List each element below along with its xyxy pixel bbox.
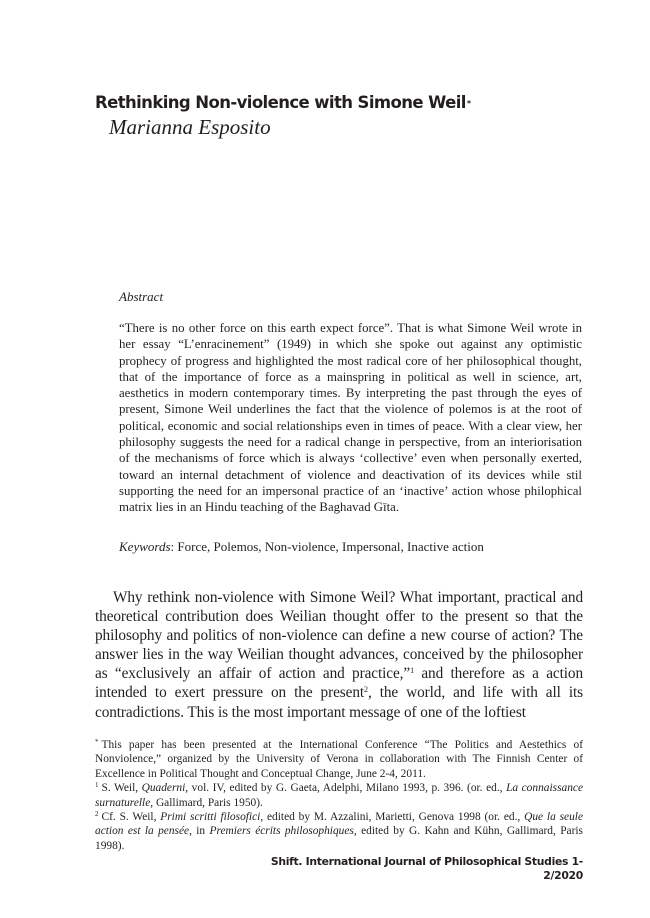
footnote-2-text: Cf. S. Weil, bbox=[101, 811, 161, 824]
footnote-2-title: Primi scritti filosofici bbox=[160, 811, 261, 824]
title-footnote-marker[interactable]: * bbox=[466, 99, 471, 108]
footnote-2-marker: 2 bbox=[95, 810, 99, 819]
footnote-star-marker: * bbox=[95, 738, 99, 746]
author-name: Marianna Esposito bbox=[109, 115, 271, 139]
keywords-label: Keywords bbox=[119, 539, 171, 554]
footnote-star-text: This paper has been presented at the International Conference “The Politics and Aestethics of Nonviolence,” organized by the University of Verona in collaboration with The Finnish Center of Excellence in Political Thought and Conceptual Change, June 2-4, 2011. bbox=[95, 739, 583, 780]
footnote-2-book-title: Premiers écrits philosophiques bbox=[209, 825, 354, 838]
paper-title bbox=[95, 93, 565, 116]
footnote-1 bbox=[95, 781, 583, 810]
footnote-2-text: , edited by M. Azzalini, Marietti, Genova 1998 (or. ed., bbox=[260, 811, 525, 824]
body-paragraph bbox=[95, 588, 583, 722]
footnote-2-text: , edited by G. Kahn and Kühn, Gallimard, Paris 1998). bbox=[95, 825, 583, 852]
footnote-1-text: , Gallimard, Paris 1950). bbox=[150, 796, 263, 809]
title-text: Rethinking Non-violence with Simone Weil bbox=[95, 93, 466, 112]
footnote-1-original-title: La connaissance surnaturelle bbox=[95, 782, 584, 809]
footnote-1-text: S. Weil, bbox=[101, 782, 142, 795]
body-text-part-3: , the world, and life with all its contradictions. This is the most important message of one of the loftiest bbox=[95, 684, 583, 721]
footnote-ref-2[interactable]: 2 bbox=[364, 685, 368, 695]
body-text-part-2: and therefore as a action intended to exert pressure on the present bbox=[95, 665, 583, 702]
footnote-1-marker: 1 bbox=[95, 781, 99, 790]
body-text-part-1: Why rethink non-violence with Simone Weil? What important, practical and theoretical contribution does Weilian thought offer to the present so that the philosophy and politics of non-violence can define a new course of action? The answer lies in the way Weilian thought advances, conceived by the philosopher as “exclusively an affair of action and practice,” bbox=[95, 589, 583, 683]
footnote-ref-1[interactable]: 1 bbox=[410, 666, 414, 676]
footnote-2 bbox=[95, 810, 583, 853]
footnote-1-text: , vol. IV, edited by G. Gaeta, Adelphi, Milano 1993, p. 396. (or. ed., bbox=[185, 782, 507, 795]
journal-footer: Shift. International Journal of Philosophical Studies 1-2/2020 bbox=[270, 855, 583, 882]
abstract-heading: Abstract bbox=[119, 289, 164, 304]
footnote-star bbox=[95, 738, 583, 781]
keywords-list: : Force, Polemos, Non-violence, Impersonal, Inactive action bbox=[170, 539, 484, 554]
footnotes-section bbox=[95, 738, 583, 853]
footnote-2-original-title: Que la seule action est la pensée bbox=[95, 811, 583, 838]
abstract-text: “There is no other force on this earth expect force”. That is what Simone Weil wrote in her essay “L’enracinement” (1949) in which she spoke out against any optimistic prophecy of progress and highlighted the most radical core of her philosophical thought, that of the importance of force as a mainspring in political as well in science, art, aesthetics in modern contemporary times. By interpreting the past through the eyes of present, Simone Weil underlines the fact that the violence of polemos is at the root of political, economic and social relationships even in times of peace. With a clear view, her philosophy suggests the need for a radical change in perspective, from an interiorisation of the mechanisms of force which is always ‘collective’ even when personally exerted, toward an internal detachment of violence and deactivation of its devices while stil supporting the need for an impersonal practice of an ‘inactive’ action whose philophical matrix lies in an Hindu teaching of the Baghavad Gīta. bbox=[119, 321, 582, 515]
footnote-2-text: , in bbox=[189, 825, 210, 838]
footnote-1-title: Quaderni bbox=[141, 782, 186, 795]
keywords-line bbox=[119, 539, 582, 555]
